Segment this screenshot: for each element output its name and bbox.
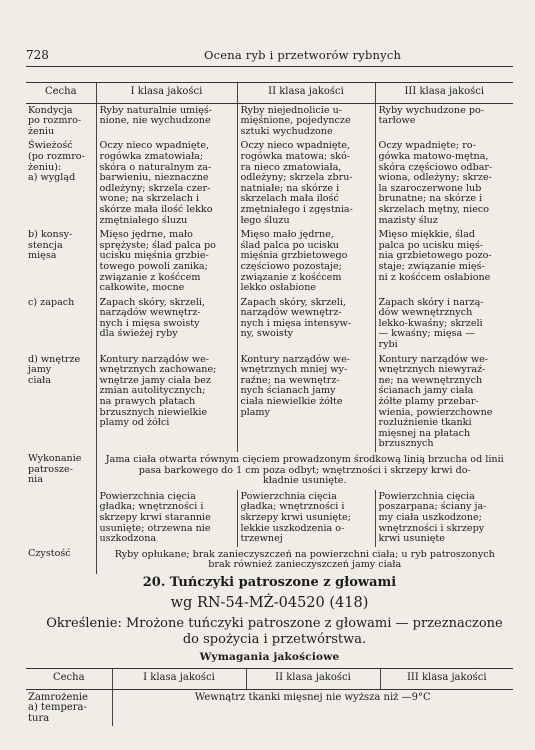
cell-class-1: Zapach skóry, skrzeli, narządów wewnętrz- nych i mięsa swoisty dla świeżej ryby bbox=[96, 296, 237, 353]
table-header-row bbox=[26, 669, 513, 690]
col-header-class-2: II klasa jakości bbox=[246, 669, 380, 690]
spanning-cell: Ryby opłukane; brak zanieczyszczeń na powierzchni ciała; u ryb patroszonych brak również zanieczyszczeń jamy ciała bbox=[96, 547, 513, 574]
cell-class-3: Oczy wpadnięte; ro- gówka matowo-mętna, skóra częściowo odbar- wiona, odleżyny; skrze- la szaroczerwone lub brunatne; na skórze i skrzelach mętny, nieco mazisty śluz bbox=[375, 139, 513, 228]
col-header-cecha: Cecha bbox=[26, 669, 112, 690]
table-row bbox=[26, 452, 513, 490]
table-row bbox=[26, 228, 513, 296]
row-label: Świeżość (po rozmro- żeniu): a) wygląd bbox=[28, 140, 85, 184]
spanning-cell: Jama ciała otwarta równym cięciem prowadzonym środkową linią brzucha od linii pasa barkowego do 1 cm poza odbyt; wnętrzności i skrzepy krwi do- kładnie usunięte. bbox=[96, 452, 513, 490]
quality-table-1 bbox=[26, 82, 513, 574]
running-title: Ocena ryb i przetworów rybnych bbox=[204, 48, 402, 62]
cell-class-1: Kontury narządów we- wnętrznych zachowane; wnętrze jamy ciała bez zmian autolitycznych; na prawych płatach brzusznych niewielkie plamy od żółci bbox=[96, 353, 237, 452]
col-header-class-3: III klasa jakości bbox=[380, 669, 513, 690]
row-label: d) wnętrze jamy ciała bbox=[28, 353, 81, 386]
cell-class-1: Mięso jędrne, mało sprężyste; ślad palca po ucisku mięśnia grzbie- towego powoli zanika; związanie z kośćcem całkowite, mocne bbox=[96, 228, 237, 296]
cell-class-3: Mięso miękkie, ślad palca po ucisku mięś- nia grzbietowego pozo- staje; związanie mięś- ni z kośćcem osłabione bbox=[375, 228, 513, 296]
col-header-class-1: I klasa jakości bbox=[112, 669, 246, 690]
col-header-cecha: Cecha bbox=[26, 83, 96, 104]
row-label: Wykonanie patrosze- nia bbox=[28, 453, 82, 486]
col-header-class-3: III klasa jakości bbox=[375, 83, 513, 104]
col-header-class-1: I klasa jakości bbox=[96, 83, 237, 104]
section-title: 20. Tuńczyki patroszone z głowami bbox=[142, 575, 397, 590]
row-label: c) zapach bbox=[28, 296, 75, 308]
cell-class-3: Kontury narządów we- wnętrznych niewyraź- ne; na wewnętrznych ścianach jamy ciała żółte plamy przebar- wienia, powierzchowne rozluźnienie tkanki mięsnej na płatach brzusznych bbox=[375, 353, 513, 452]
table-row bbox=[26, 353, 513, 452]
cell-class-2: Ryby niejednolicie u- mięśnione, pojedyncze sztuki wychudzone bbox=[237, 103, 375, 139]
cell-class-2: Mięso mało jędrne, ślad palca po ucisku mięśnia grzbietowego częściowo pozostaje; związanie z kośćcem lekko osłabione bbox=[237, 228, 375, 296]
row-label: b) konsy- stencja mięsa bbox=[28, 229, 73, 262]
cell-class-1: Oczy nieco wpadnięte, rogówka zmatowiała; skóra o naturalnym za- barwieniu, nieznaczne odleżyny; skrzela czer- wone; na skrzelach i skórze mała ilość lekko zmętniałego śluzu bbox=[96, 139, 237, 228]
col-header-class-2: II klasa jakości bbox=[237, 83, 375, 104]
table-row bbox=[26, 103, 513, 139]
row-label: Czystość bbox=[28, 547, 71, 559]
header-rule bbox=[26, 66, 513, 67]
section-definition: Określenie: Mrożone tuńczyki patroszone z głowami — przeznaczone do spożycia i przetwórstwa. bbox=[46, 616, 503, 647]
table-row bbox=[26, 296, 513, 353]
table-row bbox=[26, 490, 513, 547]
section-norm: wg RN-54-MŻ-04520 (418) bbox=[170, 595, 369, 611]
table-row bbox=[26, 547, 513, 574]
cell-class-2: Kontury narządów we- wnętrznych mniej wy- raźne; na wewnętrz- nych ścianach jamy ciała niewielkie żółte plamy bbox=[237, 353, 375, 452]
cell-class-3: Ryby wychudzone po- tarłowe bbox=[375, 103, 513, 139]
table-header-row bbox=[26, 83, 513, 104]
cell-class-2: Powierzchnia cięcia gładka; wnętrzności i skrzepy krwi usunięte; lekkie uszkodzenia o- trzewnej bbox=[237, 490, 375, 547]
cell-class-1: Powierzchnia cięcia gładka; wnętrzności i skrzepy krwi starannie usunięte; otrzewna nie uszkodzona bbox=[96, 490, 237, 547]
row-label: Zamrożenie a) tempera- tura bbox=[26, 689, 112, 726]
page-number: 728 bbox=[26, 48, 49, 62]
running-header bbox=[26, 46, 513, 66]
quality-table-2 bbox=[26, 668, 513, 726]
table-row bbox=[26, 689, 513, 726]
cell-class-3: Powierzchnia cięcia poszarpana; ściany ja- my ciała uszkodzone; wnętrzności i skrzepy krwi usunięte bbox=[375, 490, 513, 547]
table-row bbox=[26, 139, 513, 228]
spanning-cell: Wewnątrz tkanki mięsnej nie wyższa niż —9°C bbox=[112, 689, 513, 726]
cell-class-1: Ryby naturalnie umięś- nione, nie wychudzone bbox=[96, 103, 237, 139]
requirements-heading: Wymagania jakościowe bbox=[199, 651, 340, 663]
cell-class-2: Oczy nieco wpadnięte, rogówka matowa; skó- ra nieco zmatowiała, odleżyny; skrzela zbru- natniałe; na skórze i skrzelach mała ilość zmętniałego i zgęstnia- łego śluzu bbox=[237, 139, 375, 228]
row-label: Kondycja po rozmro- żeniu bbox=[28, 104, 82, 137]
cell-class-3: Zapach skóry i narzą- dów wewnętrznych lekko-kwaśny; skrzeli — kwaśny; mięsa — rybi bbox=[375, 296, 513, 353]
cell-class-2: Zapach skóry, skrzeli, narządów wewnętrz- nych i mięsa intensyw- ny, swoisty bbox=[237, 296, 375, 353]
